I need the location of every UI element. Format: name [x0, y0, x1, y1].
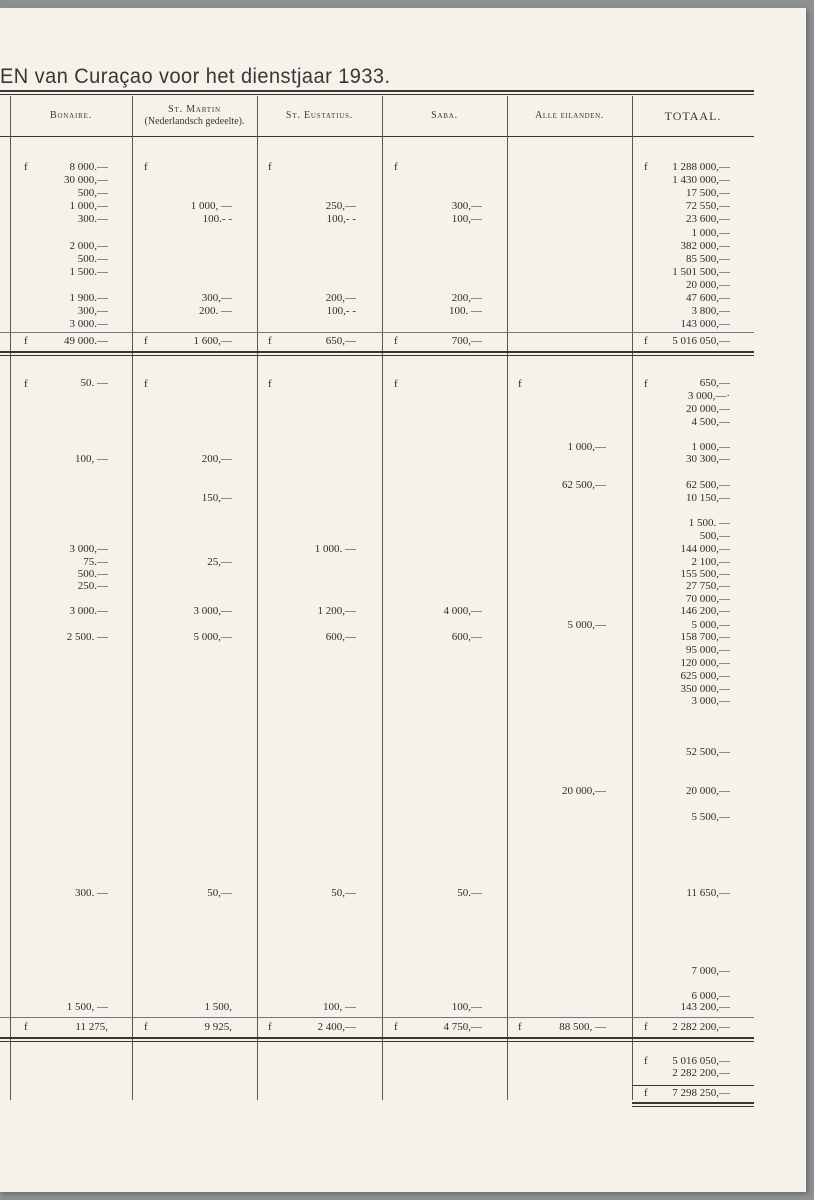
grand-total-bottom-rule	[632, 1102, 754, 1104]
table-cell: 17 500,—	[686, 187, 730, 199]
table-cell: 1 200,—	[317, 605, 356, 617]
table-cell: 200. —	[199, 305, 232, 317]
header-top-rule	[0, 90, 754, 92]
table-cell: 350 000,—	[680, 683, 730, 695]
table-cell: 1 500. —	[688, 517, 730, 529]
florin-mark: f	[24, 161, 28, 173]
column-divider	[257, 96, 258, 1100]
section2-total-cell: 2 400,—	[317, 1021, 356, 1033]
table-cell: 100. —	[449, 305, 482, 317]
table-cell: 1 000,—	[691, 227, 730, 239]
header-bottom-rule	[0, 136, 754, 137]
florin-mark: f	[268, 161, 272, 173]
table-cell: 1 501 500,—	[672, 266, 730, 278]
table-cell: 1 500.—	[69, 266, 108, 278]
section2-total-cell: 4 750,—	[443, 1021, 482, 1033]
table-cell: 625 000,—	[680, 670, 730, 682]
header-sublabel: (Nederlandsch gedeelte).	[144, 116, 245, 127]
table-cell: 4 500,—	[691, 416, 730, 428]
table-cell: 23 600,—	[686, 213, 730, 225]
table-cell: 144 000,—	[680, 543, 730, 555]
header-bonaire	[10, 96, 132, 136]
table-cell: 500,—	[699, 530, 730, 542]
table-cell: 2 100,—	[691, 556, 730, 568]
florin-mark: f	[268, 378, 272, 390]
table-cell: 250,—	[325, 200, 356, 212]
table-cell: 75.—	[83, 556, 108, 568]
table-cell: 3 000,—·	[687, 390, 730, 402]
page-title: EN van Curaçao voor het dienstjaar 1933.	[0, 65, 391, 88]
column-divider	[507, 96, 508, 1100]
table-cell: 500.—	[77, 568, 108, 580]
florin-mark: f	[268, 1021, 272, 1033]
florin-mark: f	[394, 1021, 398, 1033]
table-cell: 50.—	[457, 887, 482, 899]
table-cell: 500.—	[77, 253, 108, 265]
table-cell: 50,—	[207, 887, 232, 899]
table-cell: 1 000,—	[691, 441, 730, 453]
florin-mark: f	[24, 1021, 28, 1033]
table-cell: 4 000,—	[443, 605, 482, 617]
section1-total-cell: 5 016 050,—	[672, 335, 730, 347]
summary-line: 5 016 050,—	[672, 1055, 730, 1067]
table-cell: 300,—	[451, 200, 482, 212]
section1-total-cell: 650,—	[325, 335, 356, 347]
table-cell: 52 500,—	[686, 746, 730, 758]
header-top-rule-thin	[0, 94, 754, 95]
florin-mark: f	[644, 1055, 648, 1067]
section1-total-rule2	[0, 355, 754, 356]
table-cell: 150,—	[201, 492, 232, 504]
table-cell: 300. —	[75, 887, 108, 899]
header-label: Saba.	[431, 110, 458, 121]
table-cell: 1 288 000,—	[672, 161, 730, 173]
florin-mark: f	[144, 335, 148, 347]
florin-mark: f	[24, 335, 28, 347]
table-cell: 300.—	[77, 213, 108, 225]
table-cell: 200,—	[201, 453, 232, 465]
header-label: TOTAAL.	[664, 109, 722, 123]
table-cell: 200,—	[325, 292, 356, 304]
table-cell: 158 700,—	[680, 631, 730, 643]
table-cell: 47 600,—	[686, 292, 730, 304]
florin-mark: f	[644, 335, 648, 347]
florin-mark: f	[394, 335, 398, 347]
table-cell: 600,—	[325, 631, 356, 643]
table-cell: 3 800,—	[691, 305, 730, 317]
table-cell: 2 500. —	[66, 631, 108, 643]
table-cell: 3 000,—	[691, 695, 730, 707]
section2-total-cell: 88 500, —	[559, 1021, 606, 1033]
table-cell: 100, —	[323, 1001, 356, 1013]
header-totaal	[632, 96, 754, 136]
table-cell: 5 000,—	[193, 631, 232, 643]
table-cell: 500,—	[77, 187, 108, 199]
column-divider	[132, 96, 133, 1100]
grand-total-cell: 7 298 250,—	[672, 1087, 730, 1099]
header-st-eustatius	[257, 96, 382, 136]
header-label: St. Eustatius.	[285, 110, 354, 121]
table-cell: 120 000,—	[680, 657, 730, 669]
table-cell: 250.—	[77, 580, 108, 592]
florin-mark: f	[24, 378, 28, 390]
florin-mark: f	[144, 161, 148, 173]
table-cell: 25,—	[207, 556, 232, 568]
header-st-martin	[132, 96, 257, 136]
table-cell: 100.- -	[202, 213, 232, 225]
table-cell: 70 000,—	[686, 593, 730, 605]
table-cell: 1 430 000,—	[672, 174, 730, 186]
table-cell: 30 000,—	[64, 174, 108, 186]
table-cell: 20 000,—	[686, 279, 730, 291]
table-cell: 50. —	[80, 377, 108, 389]
table-cell: 1 000, —	[190, 200, 232, 212]
table-cell: 6 000,—	[691, 990, 730, 1002]
table-cell: 650,—	[699, 377, 730, 389]
florin-mark: f	[518, 378, 522, 390]
table-cell: 155 500,—	[680, 568, 730, 580]
florin-mark: f	[268, 335, 272, 347]
table-cell: 72 550,—	[686, 200, 730, 212]
table-cell: 600,—	[451, 631, 482, 643]
section1-total-cell: 1 600,—	[193, 335, 232, 347]
section2-total-rule	[0, 1037, 754, 1039]
table-cell: 1 500,	[204, 1001, 232, 1013]
table-cell: 50,—	[331, 887, 356, 899]
column-divider	[10, 96, 11, 1100]
table-cell: 3 000.—	[69, 318, 108, 330]
table-cell: 5 000,—	[567, 619, 606, 631]
grand-total-bottom-rule2	[632, 1106, 754, 1107]
table-cell: 1 500, —	[66, 1001, 108, 1013]
table-cell: 100,—	[451, 1001, 482, 1013]
grand-total-top-rule	[632, 1085, 754, 1086]
table-cell: 143 000,—	[680, 318, 730, 330]
florin-mark: f	[644, 1087, 648, 1099]
table-cell: 7 000,—	[691, 965, 730, 977]
section2-total-cell: 9 925,	[204, 1021, 232, 1033]
florin-mark: f	[144, 1021, 148, 1033]
florin-mark: f	[644, 378, 648, 390]
table-cell: 300,—	[77, 305, 108, 317]
table-cell: 27 750,—	[686, 580, 730, 592]
table-cell: 3 000,—	[69, 543, 108, 555]
header-label: Alle eilanden.	[535, 110, 604, 121]
table-cell: 100,—	[451, 213, 482, 225]
page-sheet	[0, 8, 806, 1192]
table-cell: 1 900.—	[69, 292, 108, 304]
table-cell: 3 000,—	[193, 605, 232, 617]
table-cell: 1 000,—	[69, 200, 108, 212]
florin-mark: f	[394, 161, 398, 173]
header-label: Bonaire.	[49, 110, 92, 121]
section2-top-rule	[0, 1017, 754, 1018]
table-cell: 11 650,—	[686, 887, 730, 899]
florin-mark: f	[144, 378, 148, 390]
section1-total-cell: 700,—	[451, 335, 482, 347]
table-cell: 95 000,—	[686, 644, 730, 656]
table-cell: 20 000,—	[686, 403, 730, 415]
table-cell: 5 000,—	[691, 619, 730, 631]
table-cell: 62 500,—	[562, 479, 606, 491]
table-cell: 10 150,—	[686, 492, 730, 504]
florin-mark: f	[394, 378, 398, 390]
florin-mark: f	[518, 1021, 522, 1033]
table-cell: 62 500,—	[686, 479, 730, 491]
section2-total-cell: 11 275,	[75, 1021, 108, 1033]
section2-total-cell: 2 282 200,—	[672, 1021, 730, 1033]
florin-mark: f	[644, 161, 648, 173]
section1-total-rule	[0, 351, 754, 353]
section1-top-rule	[0, 332, 754, 333]
header-label: St. Martin	[168, 104, 221, 115]
column-divider	[632, 96, 633, 1100]
table-cell: 20 000,—	[562, 785, 606, 797]
table-cell: 2 000,—	[69, 240, 108, 252]
section2-total-rule2	[0, 1041, 754, 1042]
table-cell: 100,- -	[326, 213, 356, 225]
table-cell: 30 300,—	[686, 453, 730, 465]
table-cell: 8 000.—	[69, 161, 108, 173]
table-cell: 200,—	[451, 292, 482, 304]
summary-line: 2 282 200,—	[672, 1067, 730, 1079]
florin-mark: f	[644, 1021, 648, 1033]
table-cell: 3 000.—	[69, 605, 108, 617]
table-cell: 5 500,—	[691, 811, 730, 823]
table-cell: 146 200,—	[680, 605, 730, 617]
table-cell: 1 000. —	[314, 543, 356, 555]
column-divider	[382, 96, 383, 1100]
header-alle-eilanden	[507, 96, 632, 136]
table-cell: 85 500,—	[686, 253, 730, 265]
table-cell: 300,—	[201, 292, 232, 304]
table-cell: 100, —	[75, 453, 108, 465]
table-cell: 100,- -	[326, 305, 356, 317]
table-cell: 1 000,—	[567, 441, 606, 453]
table-cell: 20 000,—	[686, 785, 730, 797]
table-cell: 143 200,—	[680, 1001, 730, 1013]
header-saba	[382, 96, 507, 136]
section1-total-cell: 49 000.—	[64, 335, 108, 347]
table-cell: 382 000,—	[680, 240, 730, 252]
